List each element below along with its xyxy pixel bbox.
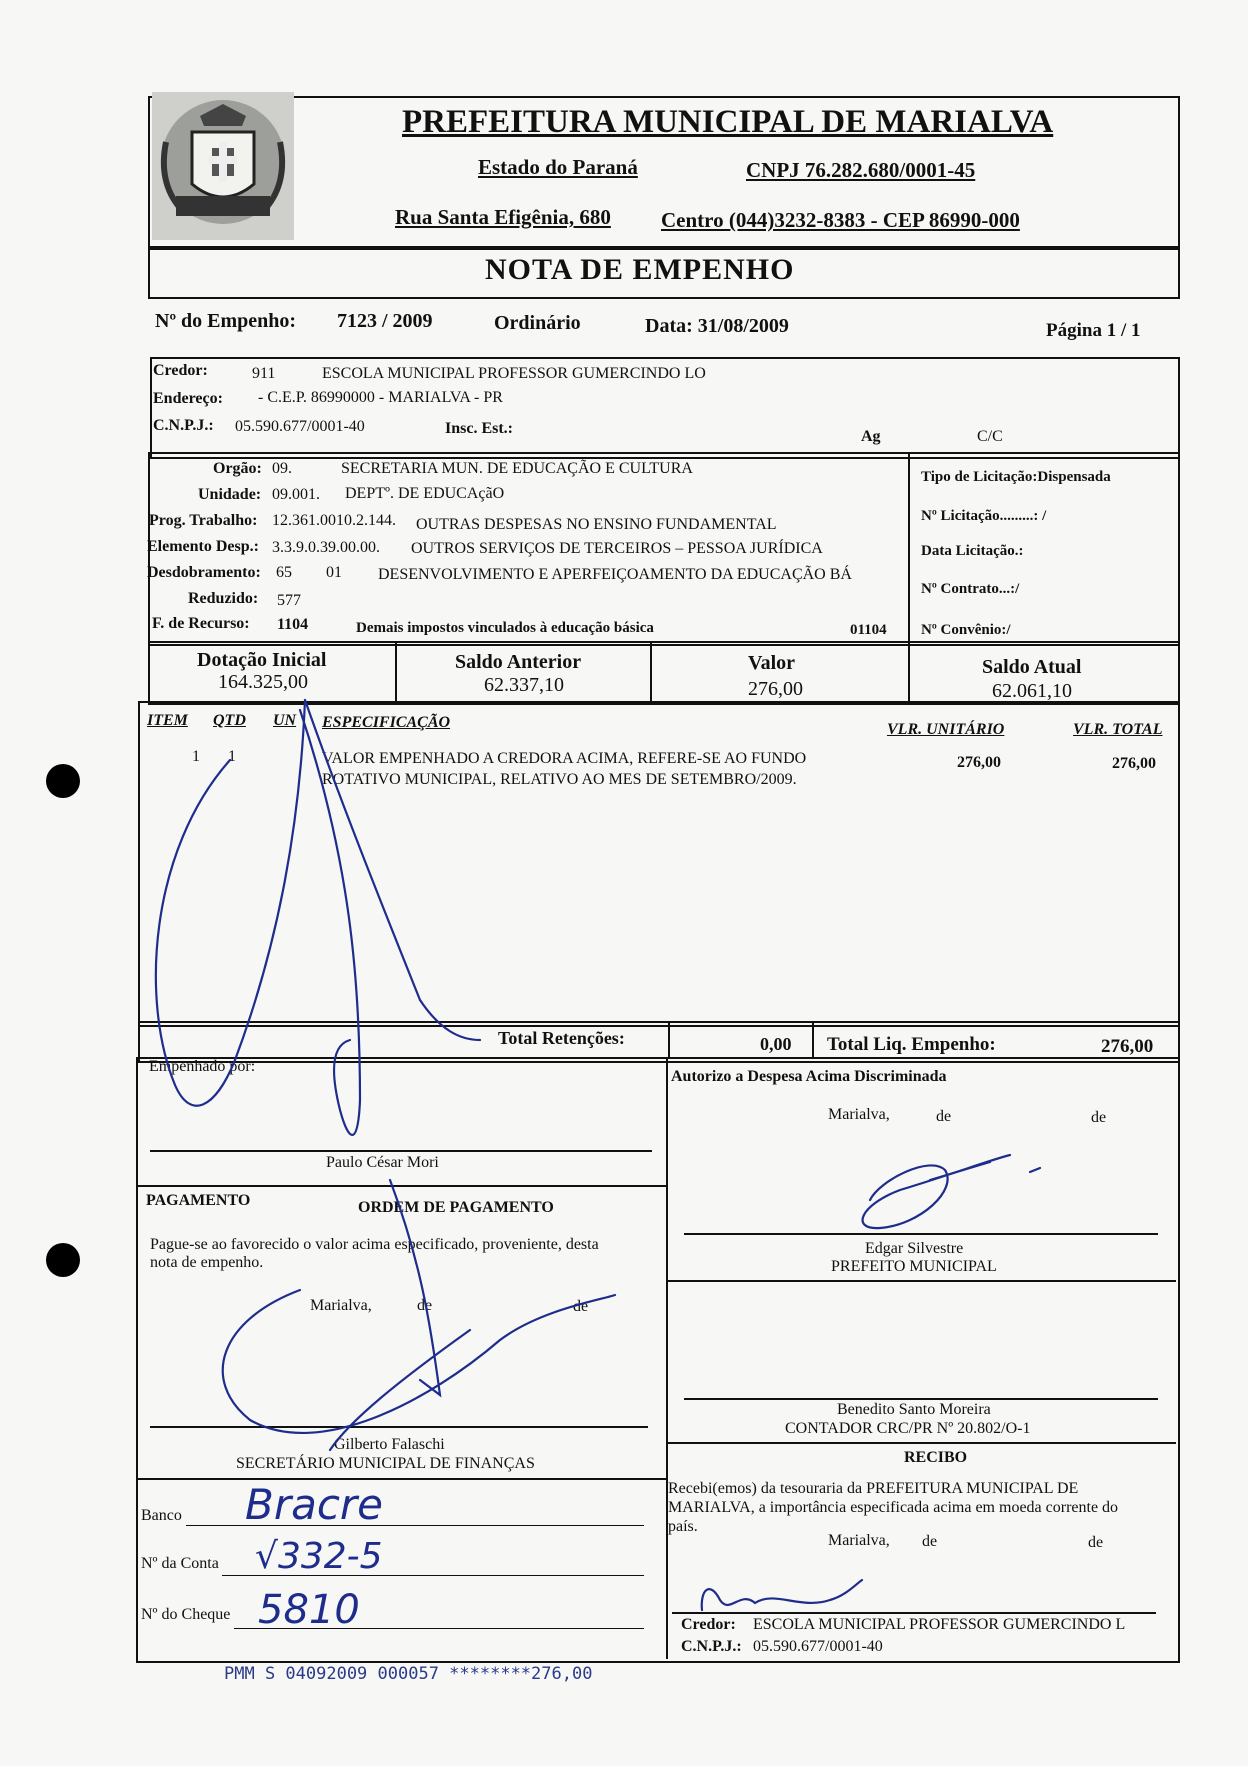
ag-label: Ag	[861, 428, 881, 445]
prefeito-name: Edgar Silvestre	[865, 1240, 964, 1257]
desdob-code2: 01	[326, 564, 342, 581]
desdob-label: Desdobramento:	[147, 564, 261, 581]
strike-stroke	[223, 1290, 615, 1433]
secretario-name: Gilberto Falaschi	[334, 1436, 445, 1453]
prog-value: OUTRAS DESPESAS NO ENSINO FUNDAMENTAL	[416, 516, 777, 533]
recurso-label: F. de Recurso:	[152, 615, 250, 632]
endereco-label: Endereço:	[153, 390, 223, 407]
elem-code: 3.3.9.0.39.00.00.	[272, 539, 380, 556]
unidade-label: Unidade:	[198, 486, 262, 503]
elem-value: OUTROS SERVIÇOS DE TERCEIROS – PESSOA JURÍDICA	[411, 540, 823, 557]
unidade-code: 09.001.	[272, 486, 320, 503]
insc-label: Insc. Est.:	[445, 420, 514, 437]
prefeito-role: PREFEITO MUNICIPAL	[831, 1258, 997, 1275]
retencoes-value: 0,00	[760, 1034, 792, 1054]
recibo-text-line2: MARIALVA, a importância especificada acima em moeda corrente do	[668, 1499, 1119, 1516]
autorizo-de1: de	[936, 1108, 952, 1125]
desdob-code1: 65	[276, 564, 292, 581]
orgao-code: 09.	[272, 460, 292, 477]
autorizo-de2: de	[1091, 1109, 1107, 1126]
data-licitacao: Data Licitação.:	[921, 543, 1024, 559]
recibo-text-line3: país.	[668, 1518, 698, 1535]
strike-stroke	[156, 700, 305, 1106]
col-un: UN	[273, 712, 297, 729]
credor-name: ESCOLA MUNICIPAL PROFESSOR GUMERCINDO LO	[322, 365, 706, 382]
retencoes-label: Total Retenções:	[498, 1028, 625, 1048]
secretario-role: SECRETÁRIO MUNICIPAL DE FINANÇAS	[236, 1455, 535, 1472]
dotacao-value: 164.325,00	[218, 671, 308, 693]
row-qtd: 1	[228, 748, 236, 765]
tipo-licitacao: Tipo de Licitação:Dispensada	[921, 469, 1111, 485]
recibo-cnpj-label: C.N.P.J.:	[681, 1638, 742, 1655]
autorizo-city: Marialva,	[828, 1106, 890, 1123]
credor-label: Credor:	[153, 362, 208, 379]
signature-stroke	[702, 1580, 862, 1610]
anterior-value: 62.337,10	[484, 674, 564, 696]
col-spec: ESPECIFICAÇÃO	[322, 714, 451, 731]
strike-stroke	[300, 710, 360, 1135]
credor-cnpj: 05.590.677/0001-40	[235, 418, 365, 435]
credor-code: 911	[252, 365, 276, 382]
credor-cnpj-label: C.N.P.J.:	[153, 417, 214, 434]
liquido-value: 276,00	[1101, 1036, 1154, 1057]
conta-label: Nº da Conta	[141, 1555, 219, 1572]
liquido-label: Total Liq. Empenho:	[827, 1034, 996, 1055]
recibo-label: RECIBO	[904, 1449, 968, 1466]
header-contact: Centro (044)3232-8383 - CEP 86990-000	[661, 208, 1020, 232]
col-total: VLR. TOTAL	[1073, 721, 1163, 738]
header-address: Rua Santa Efigênia, 680	[395, 205, 611, 229]
autorizo-label: Autorizo a Despesa Acima Discriminada	[671, 1068, 947, 1085]
elem-label: Elemento Desp.:	[147, 538, 259, 555]
footer-stamp: PMM S 04092009 000057 ********276,00	[224, 1664, 593, 1684]
recurso-value: Demais impostos vinculados à educação básica	[356, 620, 654, 636]
contador-role: CONTADOR CRC/PR Nº 20.802/O-1	[785, 1420, 1031, 1437]
doc-title: NOTA DE EMPENHO	[485, 253, 795, 286]
recurso-code: 1104	[277, 616, 309, 633]
banco-value: Bracre	[245, 1480, 384, 1529]
recibo-city: Marialva,	[828, 1532, 890, 1549]
pagamento-de2: de	[573, 1298, 589, 1315]
cc-label: C/C	[977, 428, 1003, 445]
atual-label: Saldo Atual	[982, 656, 1082, 678]
pagamento-text-line2: nota de empenho.	[150, 1254, 264, 1271]
valor-value: 276,00	[748, 678, 803, 700]
banco-label: Banco	[141, 1507, 182, 1524]
ordem-label: ORDEM DE PAGAMENTO	[358, 1199, 554, 1216]
recibo-de2: de	[1088, 1534, 1104, 1551]
recibo-credor-label: Credor:	[681, 1616, 736, 1633]
anterior-label: Saldo Anterior	[455, 651, 582, 673]
valor-label: Valor	[748, 652, 796, 674]
empenho-date: Data: 31/08/2009	[645, 315, 789, 337]
recibo-text-line1: Recebi(emos) da tesouraria da PREFEITURA MUNICIPAL DE	[668, 1480, 1079, 1497]
row-item: 1	[192, 748, 200, 765]
header-state: Estado do Paraná	[478, 155, 638, 179]
reduzido-label: Reduzido:	[188, 590, 259, 607]
recibo-credor: ESCOLA MUNICIPAL PROFESSOR GUMERCINDO L	[753, 1616, 1126, 1633]
contador-name: Benedito Santo Moreira	[837, 1401, 991, 1418]
atual-value: 62.061,10	[992, 680, 1072, 702]
pagamento-de1: de	[417, 1297, 433, 1314]
pagamento-text-line1: Pague-se ao favorecido o valor acima especificado, proveniente, desta	[150, 1236, 599, 1253]
row-spec-line1: VALOR EMPENHADO A CREDORA ACIMA, REFERE-SE AO FUNDO	[322, 750, 807, 767]
strike-stroke	[330, 1330, 470, 1450]
recurso-ref: 01104	[850, 622, 887, 638]
recibo-de1: de	[922, 1533, 938, 1550]
recibo-cnpj: 05.590.677/0001-40	[753, 1638, 883, 1655]
empenhado-name: Paulo César Mori	[326, 1154, 439, 1171]
col-item: ITEM	[147, 712, 188, 729]
empenho-label: Nº do Empenho:	[155, 310, 297, 332]
unidade-value: DEPTº. DE EDUCAçãO	[345, 485, 505, 502]
orgao-label: Orgão:	[213, 460, 262, 477]
strike-stroke	[390, 1180, 440, 1395]
reduzido-value: 577	[277, 592, 301, 609]
col-qtd: QTD	[213, 712, 246, 729]
endereco-value: - C.E.P. 86990000 - MARIALVA - PR	[258, 389, 503, 406]
header-cnpj: CNPJ 76.282.680/0001-45	[746, 158, 976, 182]
cheque-label: Nº do Cheque	[141, 1606, 231, 1623]
row-unit: 276,00	[957, 754, 1001, 771]
cheque-value: 5810	[258, 1587, 360, 1633]
conta-value: √332-5	[255, 1536, 383, 1577]
row-spec-line2: ROTATIVO MUNICIPAL, RELATIVO AO MES DE SETEMBRO/2009.	[322, 771, 797, 788]
col-unit: VLR. UNITÁRIO	[887, 721, 1005, 738]
header-title: PREFEITURA MUNICIPAL DE MARIALVA	[402, 104, 1054, 140]
empenho-type: Ordinário	[494, 312, 581, 334]
row-total: 276,00	[1112, 755, 1156, 772]
prog-label: Prog. Trabalho:	[149, 512, 258, 529]
orgao-value: SECRETARIA MUN. DE EDUCAÇÃO E CULTURA	[341, 460, 693, 477]
n-licitacao: Nº Licitação.........: /	[921, 508, 1047, 524]
signature-stroke	[863, 1155, 1010, 1228]
prog-code: 12.361.0010.2.144.	[272, 512, 396, 529]
pagamento-label: PAGAMENTO	[146, 1192, 251, 1209]
empenhado-label: Empenhado por:	[149, 1058, 256, 1075]
strike-stroke	[305, 700, 480, 1040]
pagamento-city: Marialva,	[310, 1297, 372, 1314]
n-contrato: Nº Contrato...:/	[921, 581, 1020, 597]
desdob-value: DESENVOLVIMENTO E APERFEIÇOAMENTO DA EDUCAÇÃO BÁ	[378, 566, 852, 583]
dotacao-label: Dotação Inicial	[197, 649, 327, 671]
n-convenio: Nº Convênio:/	[921, 622, 1011, 638]
empenho-page: Página 1 / 1	[1046, 320, 1141, 341]
empenho-number: 7123 / 2009	[337, 310, 433, 332]
